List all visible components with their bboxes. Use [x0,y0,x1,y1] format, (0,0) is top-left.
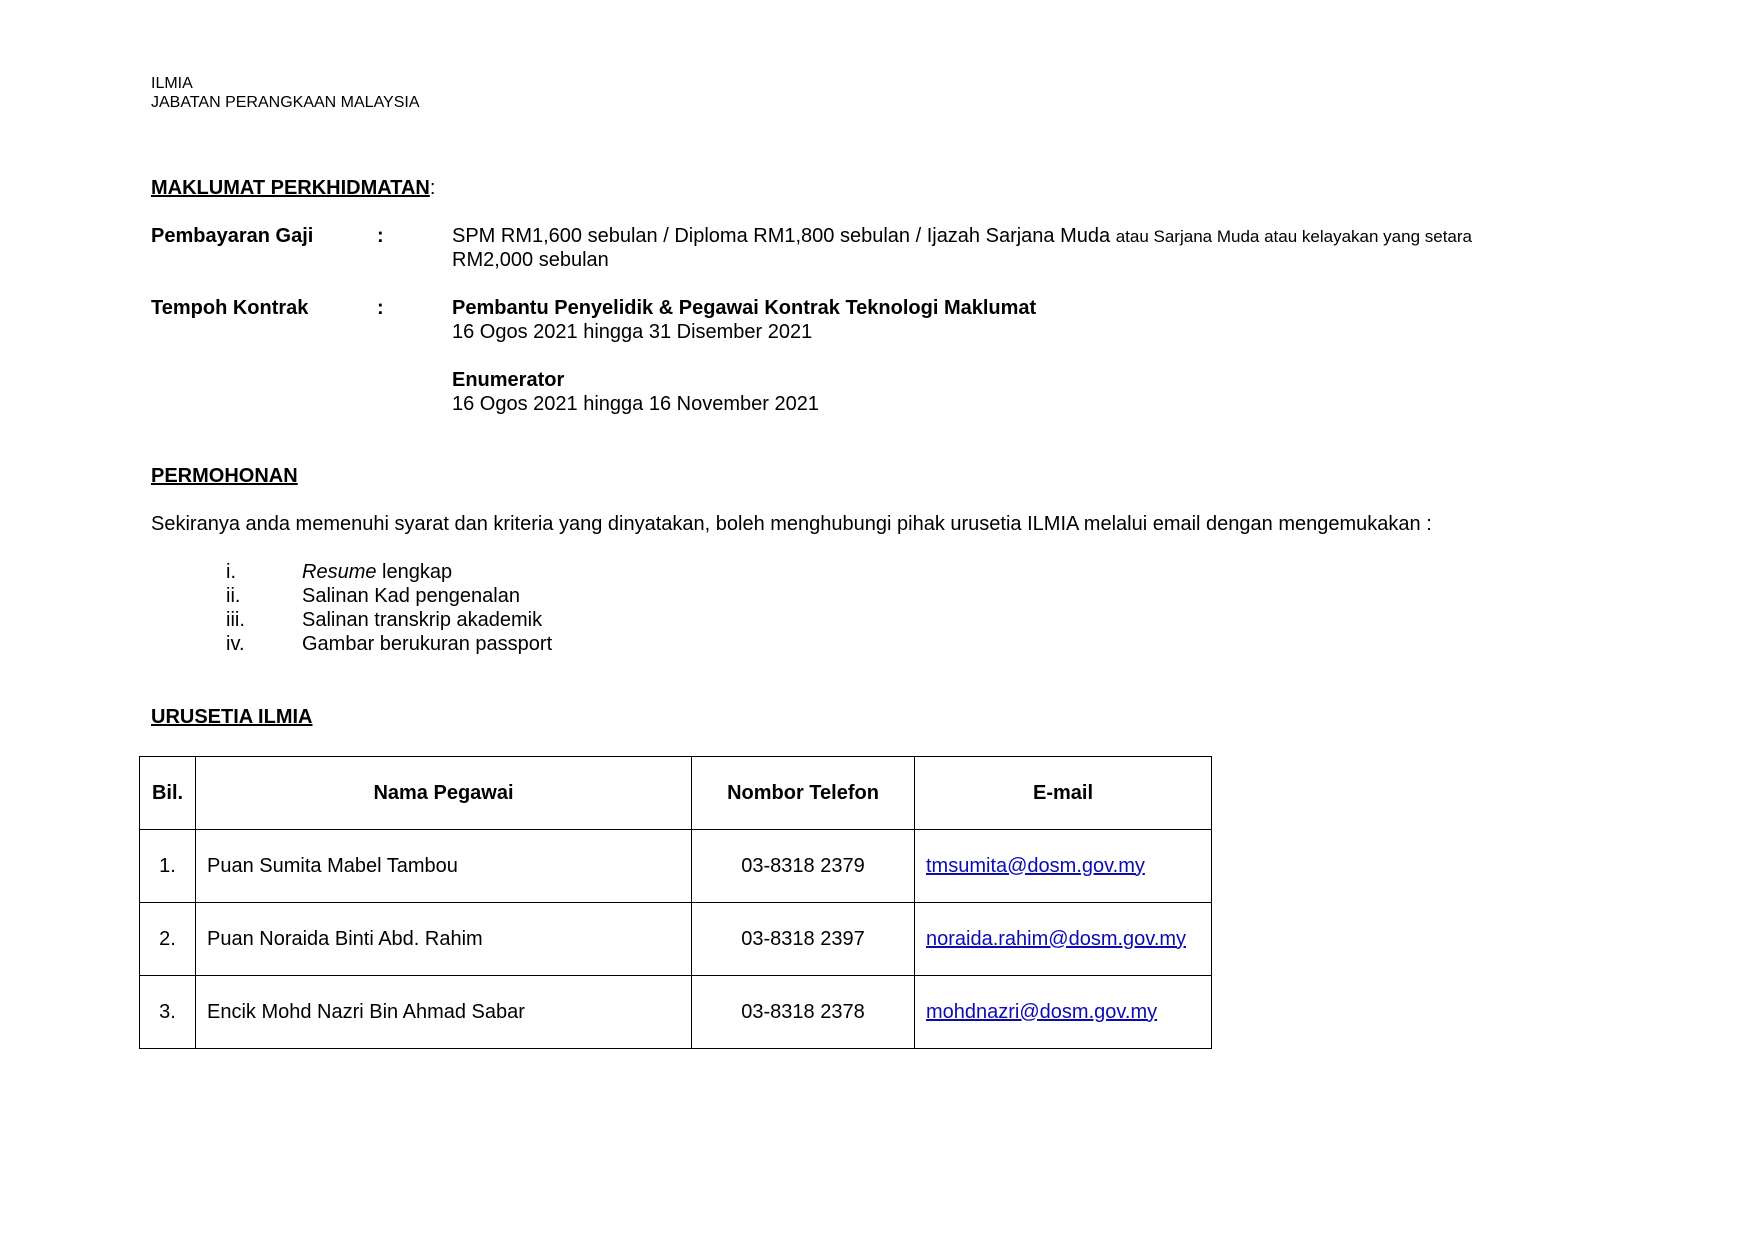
requirement-item: Gambar berukuran passport [302,633,553,655]
kontrak-role-2: Enumerator [452,369,565,391]
section-title-permohonan [151,464,298,488]
table-row [140,830,1212,903]
cell-telefon: 03-8318 2379 [692,830,915,903]
header-org: ILMIA [151,75,193,92]
maklumat-title-colon: : [429,177,436,199]
gaji-value-line1 [452,224,1472,249]
cell-nama: Encik Mohd Nazri Bin Ahmad Sabar [196,976,692,1049]
requirement-number: iv. [226,633,245,655]
cell-bil: 2. [140,903,196,976]
cell-email [915,976,1212,1049]
cell-nama: Puan Sumita Mabel Tambou [196,830,692,903]
table-row [140,903,1212,976]
gaji-value-qualification: atau Sarjana Muda atau kelayakan yang setara [1115,227,1472,246]
kontrak-separator: : [377,297,384,319]
requirement-item: Salinan Kad pengenalan [302,585,520,607]
maklumat-title: MAKLUMAT PERKHIDMATAN [151,177,430,199]
requirement-item: Salinan transkrip akademik [302,609,543,631]
requirement-item [302,560,452,584]
cell-nama: Puan Noraida Binti Abd. Rahim [196,903,692,976]
column-header-nama: Nama Pegawai [196,757,692,830]
cell-bil: 1. [140,830,196,903]
cell-telefon: 03-8318 2378 [692,976,915,1049]
permohonan-title: PERMOHONAN [151,465,298,487]
cell-telefon: 03-8318 2397 [692,903,915,976]
cell-email [915,903,1212,976]
kontrak-date-2: 16 Ogos 2021 hingga 16 November 2021 [452,393,819,415]
gaji-value-line2: RM2,000 sebulan [452,249,609,271]
urusetia-title: URUSETIA ILMIA [151,706,313,728]
column-header-telefon: Nombor Telefon [692,757,915,830]
section-title-maklumat [151,176,435,200]
email-link[interactable]: tmsumita@dosm.gov.my [926,854,1145,877]
table-header-row [140,757,1212,830]
section-title-urusetia [151,705,312,729]
kontrak-label: Tempoh Kontrak [151,297,309,319]
requirement-italic: Resume [302,561,377,583]
requirement-text: lengkap [376,561,453,583]
gaji-value-main: SPM RM1,600 sebulan / Diploma RM1,800 sebulan / Ijazah Sarjana Muda [452,225,1116,247]
email-link[interactable]: mohdnazri@dosm.gov.my [926,1000,1158,1023]
kontrak-date-1: 16 Ogos 2021 hingga 31 Disember 2021 [452,321,813,343]
requirement-number: ii. [226,585,241,607]
header-department: JABATAN PERANGKAAN MALAYSIA [151,94,420,111]
cell-email [915,830,1212,903]
contacts-table [139,756,1212,1049]
requirement-number: iii. [226,609,245,631]
email-link[interactable]: noraida.rahim@dosm.gov.my [926,927,1187,950]
gaji-separator: : [377,225,384,247]
gaji-label: Pembayaran Gaji [151,225,314,247]
kontrak-role-1: Pembantu Penyelidik & Pegawai Kontrak Teknologi Maklumat [452,297,1037,319]
requirement-number: i. [226,561,236,583]
cell-bil: 3. [140,976,196,1049]
column-header-email: E-mail [915,757,1212,830]
table-row [140,976,1212,1049]
column-header-bil: Bil. [140,757,196,830]
permohonan-intro: Sekiranya anda memenuhi syarat dan kriteria yang dinyatakan, boleh menghubungi pihak urusetia ILMIA melalui email dengan mengemukakan : [151,513,1432,535]
